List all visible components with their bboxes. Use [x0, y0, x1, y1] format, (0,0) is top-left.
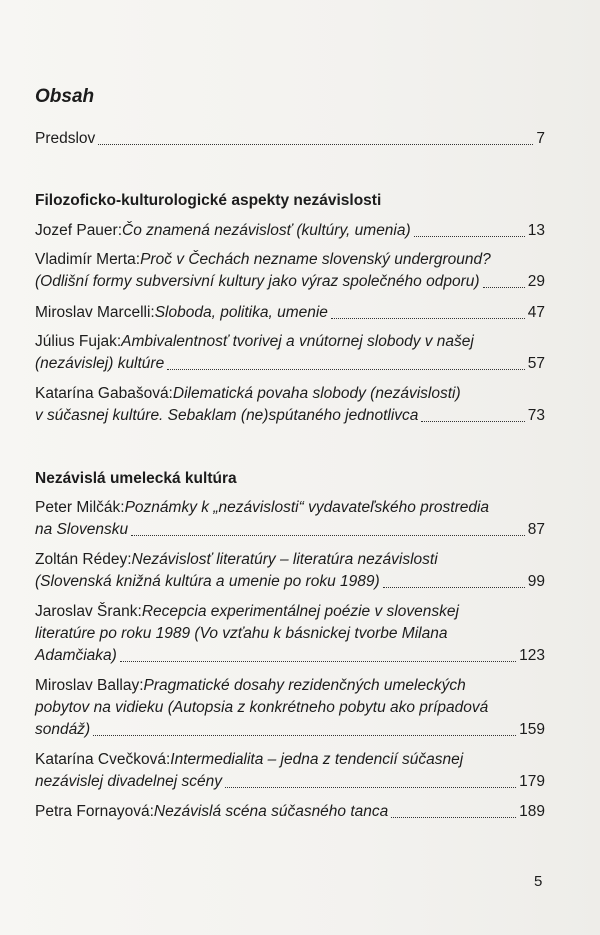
toc-entry [35, 675, 545, 741]
toc-entry [35, 549, 545, 593]
entry-title: Intermedialita – jedna z tendencií súčasnej [170, 751, 464, 768]
entry-title: Dilematická povaha slobody (nezávislosti) [172, 385, 461, 402]
entry-author: Petra Fornayová: [35, 803, 154, 820]
entry-title: Ambivalentnosť tvorivej a vnútornej slobody v našej [121, 333, 474, 350]
dot-leader [414, 236, 525, 237]
dot-leader [98, 144, 533, 145]
entry-author: Vladimír Merta: [35, 251, 141, 268]
entry-author: Jozef Pauer: [35, 222, 123, 239]
dot-leader [93, 735, 516, 736]
page-number: 73 [527, 407, 545, 424]
entry-title-cont: (Slovenská knižná kultúra a umenie po roku 1989) [35, 573, 380, 590]
entry-title-cont: pobytov na vidieku (Autopsia z konkrétneho pobytu ako prípadová [35, 699, 489, 716]
entry-author: Miroslav Marcelli: [35, 304, 155, 321]
toc-entry [35, 302, 545, 324]
entry-author: Zoltán Rédey: [35, 551, 132, 568]
entry-title-cont: (nezávislej) kultúre [35, 355, 165, 372]
page-number: 29 [527, 273, 545, 290]
section-title-2: Nezávislá umelecká kultúra [35, 470, 237, 487]
page-number: 13 [527, 222, 545, 239]
entry-title: Pragmatické dosahy rezidenčných umeleckých [143, 677, 466, 694]
entry-title: Čo znamená nezávislosť (kultúry, umenia) [122, 222, 411, 239]
page-number: 189 [519, 803, 545, 820]
entry-title-cont: v súčasnej kultúre. Sebaklam (ne)spútaného jednotlivca [35, 407, 419, 424]
entry-title-cont: na Slovensku [35, 521, 129, 538]
entry-title: Poznámky k „nezávislosti“ vydavateľského prostredia [124, 499, 490, 516]
dot-leader [120, 661, 516, 662]
entry-title: Recepcia experimentálnej poézie v slovenskej [141, 603, 459, 620]
page-number: 57 [527, 355, 545, 372]
page-number: 123 [519, 647, 545, 664]
entry-title: Nezávislá scéna súčasného tanca [153, 803, 389, 820]
toc-entry [35, 383, 545, 427]
dot-leader [383, 587, 525, 588]
entry-author: Katarína Gabašová: [35, 385, 173, 402]
entry-author: Miroslav Ballay: [35, 677, 144, 694]
entry-title: Nezávislosť literatúry – literatúra nezávislosti [131, 551, 438, 568]
entry-title-cont: literatúre po roku 1989 (Vo vzťahu k básnickej tvorbe Milana [35, 625, 448, 642]
entry-author: Július Fujak: [35, 333, 122, 350]
toc-entry [35, 801, 545, 823]
dot-leader [331, 318, 525, 319]
toc-entry [35, 220, 545, 242]
toc-heading: Obsah [35, 86, 95, 107]
entry-title-cont: nezávislej divadelnej scény [35, 773, 222, 790]
entry-author: Jaroslav Šrank: [35, 603, 142, 620]
folio-page-number: 5 [534, 873, 543, 890]
entry-title: Proč v Čechách nezname slovenský underground? [140, 251, 491, 268]
entry-author: Peter Milčák: [35, 499, 125, 516]
dot-leader [391, 817, 516, 818]
page-number: 159 [519, 721, 545, 738]
toc-entry [35, 331, 545, 375]
entry-title-cont: (Odlišní formy subversivní kultury jako výraz společného odporu) [35, 273, 480, 290]
toc-entry [35, 749, 545, 793]
page-number: 47 [527, 304, 545, 321]
page-number: 87 [527, 521, 545, 538]
entry-title: Sloboda, politika, umenie [154, 304, 328, 321]
page-number: 179 [519, 773, 545, 790]
toc-entry-preface [35, 128, 545, 150]
page-number: 99 [527, 573, 545, 590]
dot-leader [421, 421, 524, 422]
dot-leader [483, 287, 525, 288]
toc-entry [35, 249, 545, 293]
entry-title-cont: Adamčiaka) [35, 647, 117, 664]
dot-leader [225, 787, 516, 788]
toc-entry [35, 601, 545, 667]
page-number: 7 [536, 130, 545, 147]
entry-author: Katarína Cvečková: [35, 751, 171, 768]
toc-entry [35, 497, 545, 541]
dot-leader [167, 369, 525, 370]
entry-label: Predslov [35, 130, 96, 147]
dot-leader [131, 535, 525, 536]
section-title-1: Filozoficko-kulturologické aspekty nezávislosti [35, 192, 382, 209]
entry-title-cont: sondáž) [35, 721, 91, 738]
